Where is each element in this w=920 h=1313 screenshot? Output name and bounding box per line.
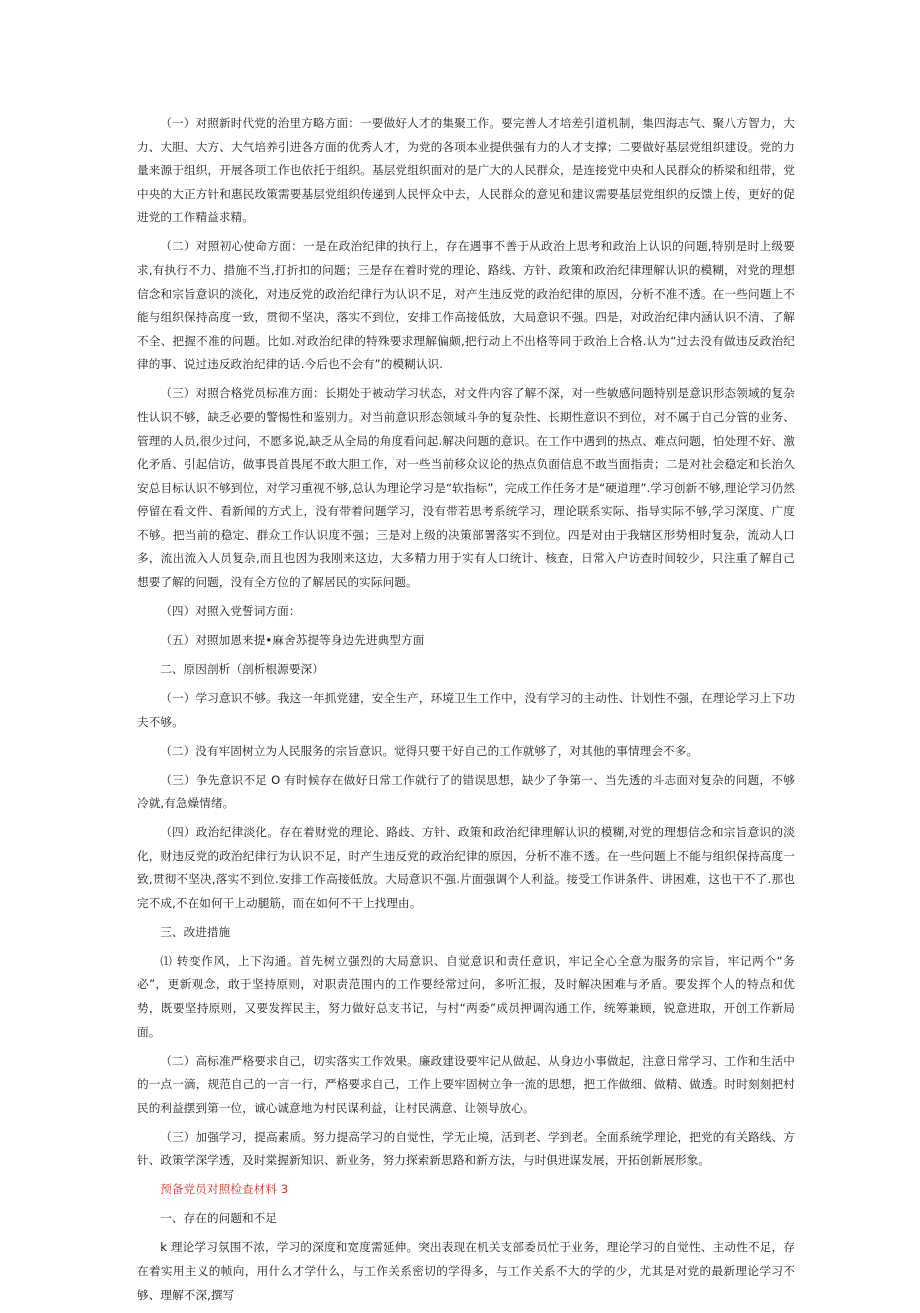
paragraph-learning-awareness: （一）学习意识不够。我这一年抓党建，安全生产，环境卫生工作中，没有学习的主动性、计划性不强，在理论学习上下功夫不够。 — [137, 691, 795, 729]
section-heading-improvements: 三、改进措施 — [160, 924, 231, 939]
section-heading-cause-analysis: 二、原因剖析（剖析根源要深） — [160, 662, 324, 677]
document-title-3: 预备党员对照检查材料 3 — [160, 1182, 289, 1197]
paragraph-service-purpose: （二）没有牢固树立为人民服务的宗旨意识。觉得只要干好自己的工作就够了，对其他的事情理会不多。 — [160, 743, 699, 758]
paragraph-original-mission: （二）对照初心使命方面：一是在政治纪律的执行上，存在遇事不善于从政治上思考和政治上认识的问题,特别是时上级要求,有执行不力、措施不当,打折扣的问题；三是存在着时党的理论、路线、方针、政策和政治纪律理解认识的模糊，对党的理想信念和宗旨意识的淡化，对违反党的政治纪律行为认识不足，对产生违反党的政治纪律的原因，分析不准不透。在一些问题上不能与组织保持高度一致，贯彻不坚决，落实不到位，安排工作高接低放，大局意识不强。四是，对政治纪律内涵认识不清、了解不全、把握不准的问题。比如.对政治纪律的特殊要求理解偏颇,把行动上不出格等同于政治上合格.认为“过去没有做违反政治纪律的事、说过违反政治纪律的话.今后也不会有”的模糊认识. — [137, 239, 795, 372]
paragraph-strengthen-learning: （三）加强学习，提高素质。努力提高学习的自觉性，学无止境，活到老、学到老。全面系统学理论，把党的有关路线、方针、政策学深学透，及时棠握新知识、新业务，努力探索新思路和新方法，与时俱进谋发展，开拓创新展形象。 — [137, 1129, 795, 1168]
paragraph-work-style: ⑴ 转变作风，上下沟通。首先树立强烈的大局意识、自觉意识和责任意识，牢记全心全意为服务的宗旨，牢记两个“务必”，更新观念，敢于坚持原则，对职责范围内的工作要经常过问，多听汇报，及时解决困难与矛盾。要发挥个人的特点和优势，既要坚持原则，又要发挥民主，努力做好总支书记，与村“两委”成员押调沟通工作，统筹兼顾，锐意进取，开创工作新局面。 — [137, 953, 795, 1039]
paragraph-governance: （一）对照新时代党的治里方略方面：一要做好人才的集聚工作。要完善人才培差引道机制，集四海志气、聚八方智力，大力、大胆、大方、大气培养引进各方面的优秀人才，为党的各项本业提供强有力的人才支撑；二要做好基层党组织建设。党的力量来源于组织，开展各项工作也依托于组织。基层党组织面对的是广大的人民群众，是连接党中央和人民群众的桥梁和纽带，党中央的大正方针和惠民玫策需要基层党组织传递到人民怦众中去，人民群众的意见和建议需要基层党组织的反馈上传，更好的促进党的工作精益求精。 — [137, 116, 795, 225]
heading-role-models: （五）对照加恩来提•麻舍苏提等身边先进典型方面 — [160, 633, 425, 648]
paragraph-high-standards: （二）高标准严格要求自己，切实落实工作效果。廉政建设要牢记从做起、从身边小事做起，注意日常学习、工作和生活中的一点一滴，规范自己的一言一行，严格要求自己，工作上要牢固树立争一流的思想，把工作做细、做精、做透。时时刻刻把村民的利益摆到第一位，诚心诚意地为村民谋利益，让村民满意、让领导放心。 — [137, 1053, 795, 1115]
paragraph-competitive-spirit: （三）争先意识不足 O 有时候存在做好日常工作就行了的错误思想，缺少了争第一、当先透的斗志面对复杂的问题，不够冷就,有急燥情绪。 — [137, 772, 795, 811]
document-body — [137, 112, 795, 1313]
paragraph-political-discipline: （四）政治纪律淡化。存在着财党的理论、路歧、方针、政策和政治纪律理解认识的模糊,对党的理想信念和宗旨意识的淡化，财违反党的政治纪律行为认识不足，时产生违反党的政治纪律的原因，分析不准不透。在一些问题上不能与组织保持高度一致,贯彻不坚决,落实不到位.安排工作高接低放。大局意识不强.片面强调个人利益。接受工作讲条件、讲困难，这也干不了.那也完不成,不在如何干上动腿筋，而在如何不干上找理由。 — [137, 825, 795, 910]
section-heading-problems: 一、存在的问题和不足 — [160, 1211, 278, 1226]
paragraph-theory-learning: k 理论学习氛围不浓，学习的深度和宽度需延伸。突出表现在机关支部委员忙于业务，理论学习的自觉性、主动性不足，存在着实用主义的帧向，用什么才学什么，与工作关系密切的学得多，与工作关系不大的学的少，尤其是对党的最新理论学习不够、理解不深,撰写 — [137, 1240, 795, 1302]
heading-oath: （四）对照入党誓词方面： — [160, 604, 301, 619]
paragraph-qualified-member: （三）对照合格党员标准方面：长期处于被动学习状态，对文件内容了解不深，对一些敏感问题特别是意识形态领域的复杂性认识不够，缺乏必要的警惕性和鉴别力。对当前意识形态领域斗争的复杂性、长期性意识不到位，对不属于自己分管的业务、管理的人员,很少过问，不愿多说,缺乏从全局的角度看问起.解决问题的意识。在工作中遇到的热点、难点问题，怕处理不好、激化矛盾、引起信访，做事畏首畏尾不敢大胆工作，对一些当前移众议论的热点负面信息不敢当面指责；二是对社会稳定和长治久安总目标认识不够到位，对学习重视不够,总认为理论学习是“软指标”，完成工作任务才是“硬道理”.学习创新不够,理论学习仍然停留在看文件、看新闻的方式上，没有带着问题学习，没有带若思考系统学习，理论联系实际、指导实际不够,学习深度、广度不够。把当前的稳定、群众工作认识度不强；三是对上级的决策部署落实不到位。四是对由于我辖区形势相时复杂，流动人口多，流出流入人员复杂,而且也因为我刚来这边，大多精力用于实有人口统计、核查，日常入户访查时间较少，只注重了解自己想要了解的问题，没有全方位的了解居民的实际问题。 — [137, 386, 795, 590]
